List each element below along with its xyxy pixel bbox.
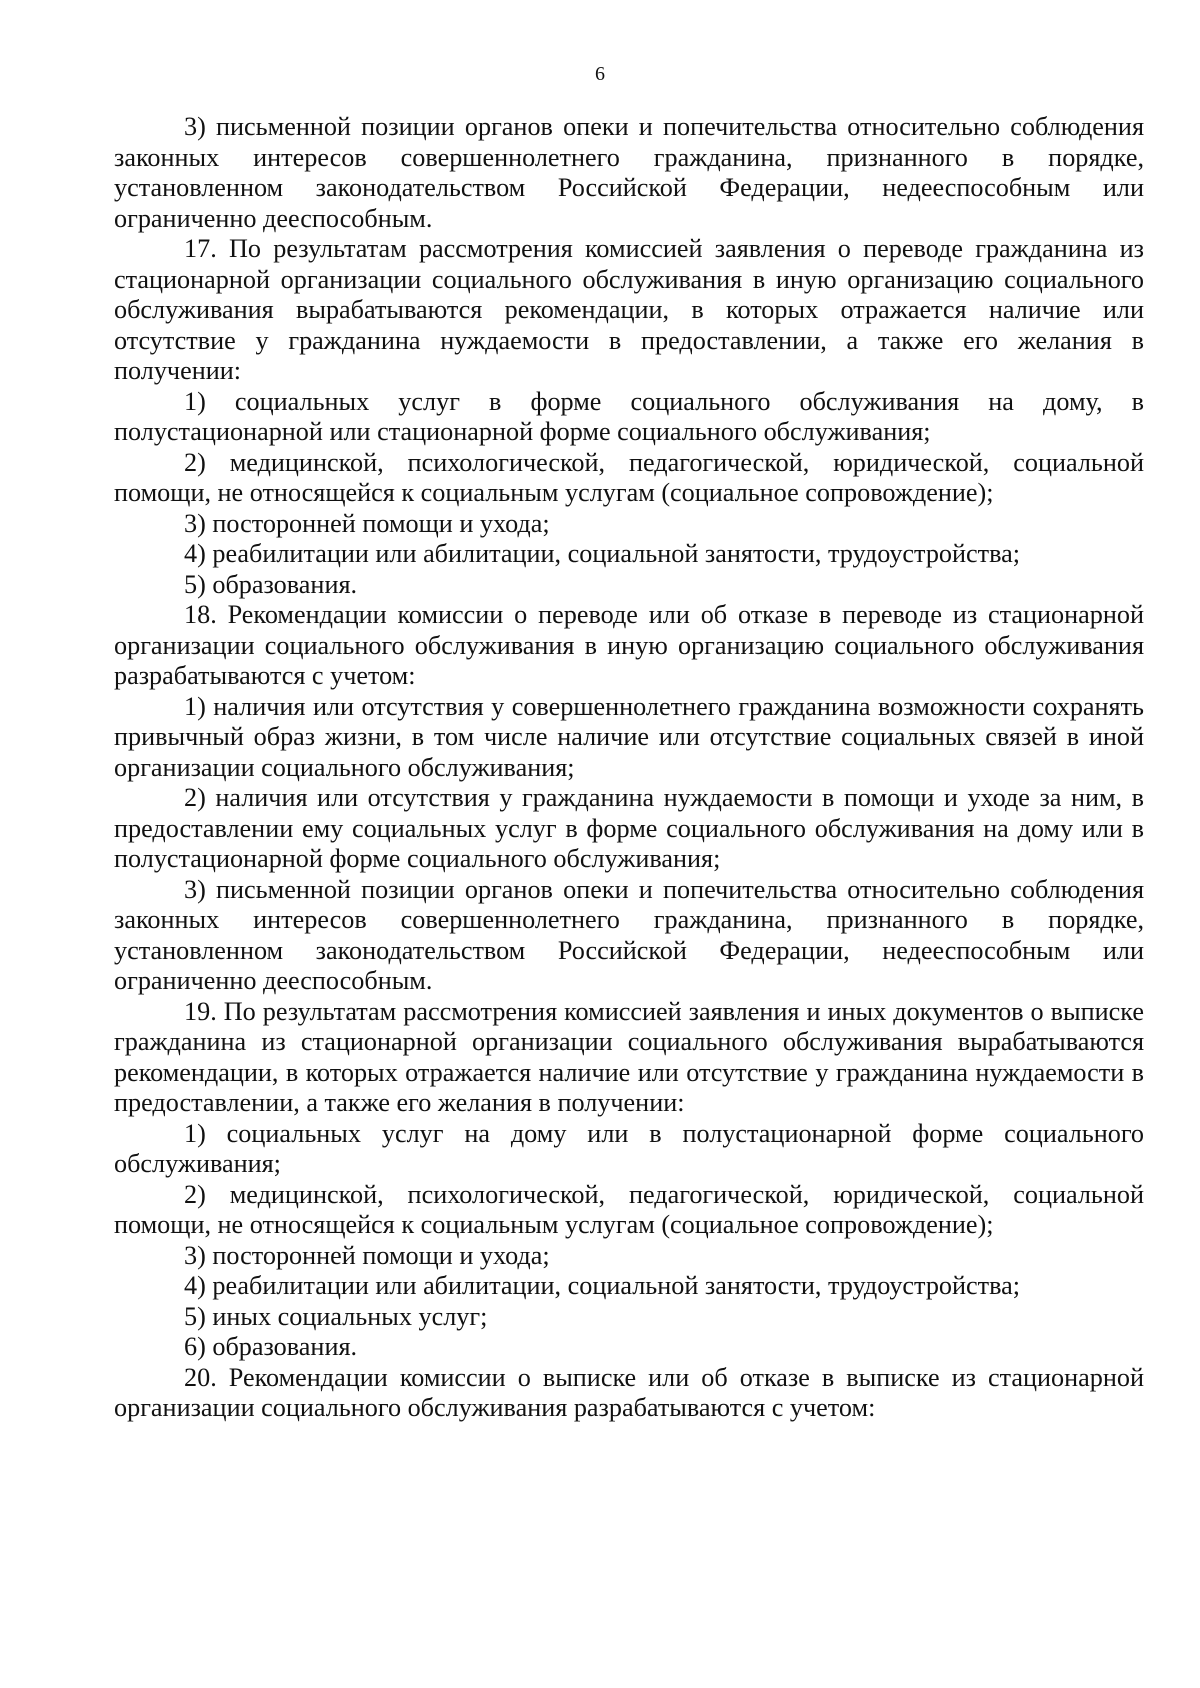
paragraph: 17. По результатам рассмотрения комиссией заявления о переводе гражданина из стационарной организации социального обслуживания в иную организацию социального обслуживания вырабатываются рекомендации, в которых отражается наличие или отсутствие у гражданина нуждаемости в предоставлении, а также его желания в получении: [114, 234, 1144, 385]
paragraph: 5) образования. [184, 569, 358, 599]
paragraph: 3) письменной позиции органов опеки и попечительства относительно соблюдения законных интересов совершеннолетнего гражданина, признанного в порядке, установленном законодательством Российской Федерации, недееспособным или ограниченно дееспособным. [114, 112, 1144, 233]
paragraph: 19. По результатам рассмотрения комиссией заявления и иных документов о выписке гражданина из стационарной организации социального обслуживания вырабатываются рекомендации, в которых отражается наличие или отсутствие у гражданина нуждаемости в предоставлении, а также его желания в получении: [114, 996, 1144, 1117]
paragraph: 1) наличия или отсутствия у совершеннолетнего гражданина возможности сохранять привычный образ жизни, в том числе наличие или отсутствие социальных связей в иной организации социального обслуживания; [114, 691, 1144, 782]
paragraph: 2) наличия или отсутствия у гражданина нуждаемости в помощи и уходе за ним, в предоставлении ему социальных услуг в форме социального обслуживания на дому или в полустационарной форме социального обслуживания; [114, 783, 1144, 873]
paragraph: 2) медицинской, психологической, педагогической, юридической, социальной помощи, не относящейся к социальным услугам (социальное сопровождение); [114, 447, 1144, 507]
paragraph: 1) социальных услуг в форме социального обслуживания на дому, в полустационарной или стационарной форме социального обслуживания; [114, 386, 1144, 446]
paragraph: 5) иных социальных услуг; [184, 1301, 488, 1331]
paragraph: 3) посторонней помощи и ухода; [184, 508, 550, 538]
document-body [114, 112, 1144, 1424]
paragraph: 18. Рекомендации комиссии о переводе или об отказе в переводе из стационарной организации социального обслуживания в иную организацию социального обслуживания разрабатываются с учетом: [114, 600, 1144, 690]
page-number: 6 [595, 63, 605, 85]
paragraph: 20. Рекомендации комиссии о выписке или об отказе в выписке из стационарной организации социального обслуживания разрабатываются с учетом: [114, 1362, 1144, 1422]
paragraph: 3) письменной позиции органов опеки и попечительства относительно соблюдения законных интересов совершеннолетнего гражданина, признанного в порядке, установленном законодательством Российской Федерации, недееспособным или ограниченно дееспособным. [114, 874, 1144, 995]
paragraph: 1) социальных услуг на дому или в полустационарной форме социального обслуживания; [114, 1118, 1144, 1178]
paragraph: 2) медицинской, психологической, педагогической, юридической, социальной помощи, не относящейся к социальным услугам (социальное сопровождение); [114, 1179, 1144, 1239]
paragraph: 6) образования. [184, 1332, 358, 1361]
paragraph: 4) реабилитации или абилитации, социальной занятости, трудоустройства; [184, 1271, 1021, 1300]
paragraph: 4) реабилитации или абилитации, социальной занятости, трудоустройства; [184, 539, 1021, 568]
paragraph: 3) посторонней помощи и ухода; [184, 1240, 550, 1270]
